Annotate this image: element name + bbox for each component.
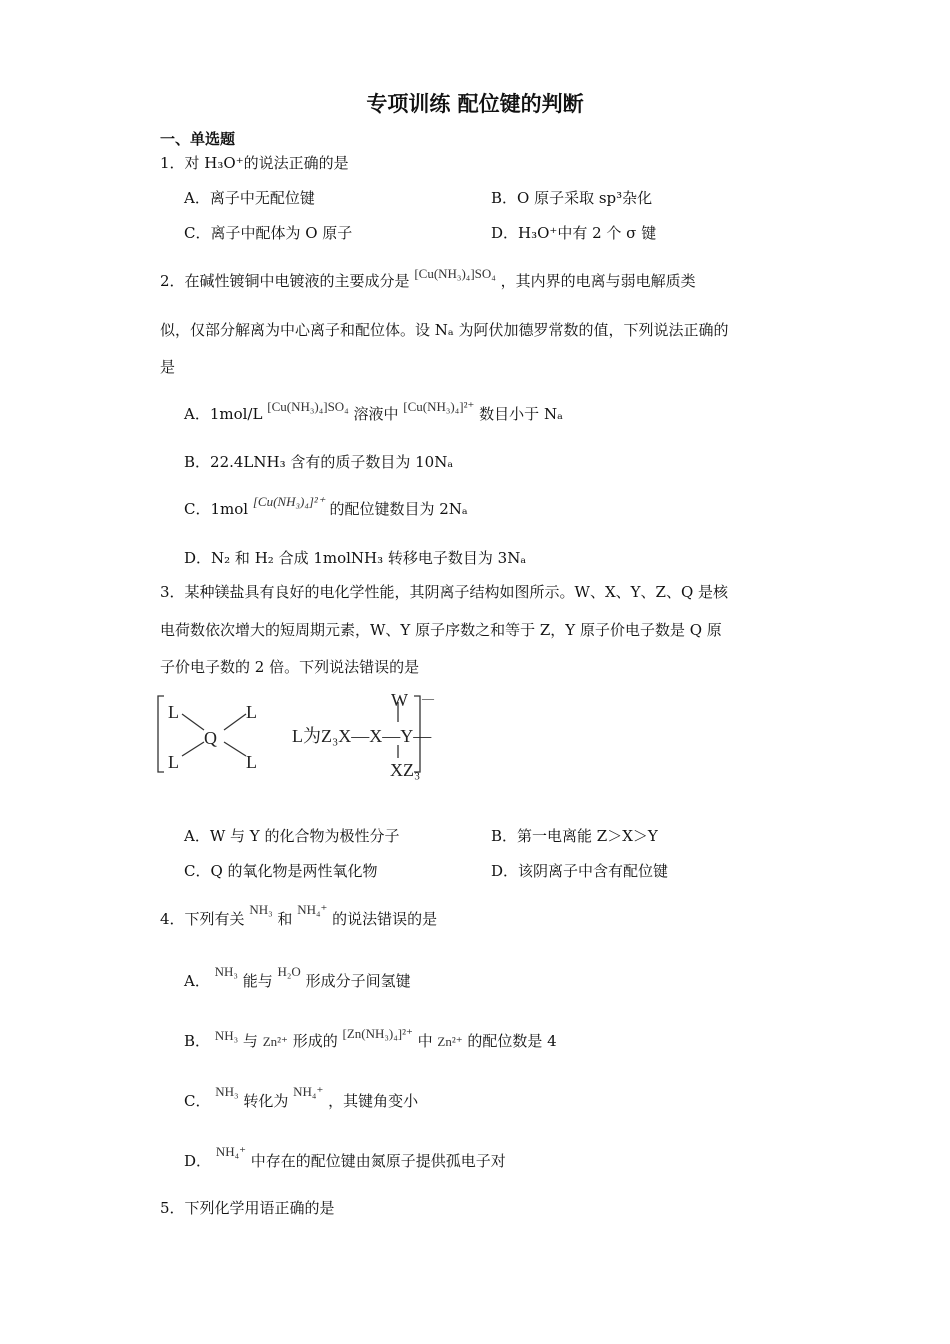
question-1-stem: 1．对 H₃O⁺的说法正确的是: [160, 154, 349, 172]
q4-c-nh3: NH₃: [215, 1084, 239, 1099]
q2-option-a[interactable]: [184, 399, 563, 425]
q2-a-formula: [Cu(NH₃)₄]SO₄: [267, 399, 349, 414]
fig-xz3: XZ₃: [390, 760, 421, 780]
q2-option-b[interactable]: B．22.4LNH₃ 含有的质子数目为 10Nₐ: [184, 453, 454, 471]
q2-option-c[interactable]: [184, 494, 468, 520]
fig-charge: —: [422, 691, 434, 705]
fig-center-q: Q: [204, 728, 217, 748]
q4-d-label: D．: [184, 1152, 212, 1170]
q2-c-ion: [Cu(NH₃)₄]²⁺: [252, 494, 325, 509]
q4-nh4: NH₄⁺: [297, 902, 328, 917]
q4-option-d[interactable]: [184, 1144, 506, 1172]
q2-c-text: C．1mol: [184, 500, 249, 518]
q3-option-a[interactable]: A．W 与 Y 的化合物为极性分子: [184, 827, 400, 845]
q4-a-label: A．: [184, 972, 210, 990]
anion-structure-figure: [152, 688, 472, 788]
q3-option-c[interactable]: C．Q 的氧化物是两性氧化物: [184, 862, 378, 880]
q2-a-ion: [Cu(NH₃)₄]²⁺: [403, 399, 475, 414]
q2-stem-part: 2．在碱性镀铜中电镀液的主要成分是: [160, 272, 410, 290]
q2-a-text: A．1mol/L: [184, 405, 263, 423]
q2-c-text: 的配位键数目为 2Nₐ: [329, 500, 468, 518]
q4-option-c[interactable]: [184, 1084, 419, 1112]
q1-option-b[interactable]: B．O 原子采取 sp³杂化: [491, 189, 653, 207]
q4-b-zn2: Zn²⁺: [437, 1034, 463, 1049]
q1-option-a[interactable]: A．离子中无配位键: [184, 189, 315, 207]
q3-option-d[interactable]: D．该阴离子中含有配位键: [491, 862, 669, 880]
q4-stem-part: 和: [277, 910, 293, 928]
fig-ligand-2: L: [246, 702, 257, 722]
q4-c-text: 转化为: [243, 1092, 289, 1110]
section-heading: 一、单选题: [160, 130, 236, 148]
q2-a-text: 数目小于 Nₐ: [479, 405, 563, 423]
q4-a-text: 能与: [242, 972, 273, 990]
q2-option-d[interactable]: D．N₂ 和 H₂ 合成 1molNH₃ 转移电子数目为 3Nₐ: [184, 549, 527, 567]
q4-b-text: 形成的: [292, 1032, 338, 1050]
q4-b-complex: [Zn(NH₃)₄]²⁺: [342, 1026, 413, 1041]
question-4-stem: [160, 902, 438, 930]
fig-ligand-label: L为Z₃X—X—Y—: [292, 726, 432, 746]
q4-a-text: 形成分子间氢键: [305, 972, 411, 990]
q4-d-text: 中存在的配位键由氮原子提供孤电子对: [250, 1152, 506, 1170]
page-title: 专项训练 配位键的判断: [366, 92, 584, 116]
q3-option-b[interactable]: B．第一电离能 Z＞X＞Y: [491, 827, 658, 845]
q4-b-text: 与: [242, 1032, 258, 1050]
question-3-line2: 电荷数依次增大的短周期元素，W、Y 原子序数之和等于 Z，Y 原子价电子数是 Q 原: [160, 621, 722, 639]
q4-c-text: ，其键角变小: [328, 1092, 419, 1110]
q2-stem-part: ，其内界的电离与弱电解质类: [500, 272, 696, 290]
q4-b-text: 中: [417, 1032, 433, 1050]
q1-option-d[interactable]: D．H₃O⁺中有 2 个 σ 键: [491, 224, 657, 242]
q4-a-h2o: H₂O: [277, 964, 301, 979]
q4-nh3: NH₃: [249, 902, 273, 917]
q4-d-nh4: NH₄⁺: [215, 1144, 246, 1159]
q4-a-nh3: NH₃: [214, 964, 238, 979]
q4-option-a[interactable]: [184, 964, 411, 992]
q2-a-text: 溶液中: [353, 405, 399, 423]
q1-option-c[interactable]: C．离子中配体为 O 原子: [184, 224, 353, 242]
fig-w: W: [391, 690, 408, 710]
q4-stem-part: 4．下列有关: [160, 910, 245, 928]
q4-stem-part: 的说法错误的是: [332, 910, 438, 928]
question-2-stem: [160, 266, 696, 292]
q2-stem-line3: 是: [160, 358, 176, 376]
q2-formula-main: [Cu(NH₃)₄]SO₄: [414, 266, 496, 281]
q4-option-b[interactable]: [184, 1026, 557, 1052]
question-5-stem: 5．下列化学用语正确的是: [160, 1199, 335, 1217]
q2-stem-line2: 似，仅部分解离为中心离子和配位体。设 Nₐ 为阿伏加德罗常数的值，下列说法正确的: [160, 321, 729, 339]
question-3-line3: 子价电子数的 2 倍。下列说法错误的是: [160, 658, 420, 676]
fig-ligand-4: L: [246, 752, 257, 772]
q4-b-text: 的配位数是 4: [467, 1032, 557, 1050]
q4-b-nh3: NH₃: [214, 1028, 239, 1043]
q4-c-label: C．: [184, 1092, 211, 1110]
fig-ligand-3: L: [168, 752, 179, 772]
q4-b-zn: Zn²⁺: [262, 1034, 288, 1049]
question-3-line1: 3．某种镁盐具有良好的电化学性能，其阴离子结构如图所示。W、X、Y、Z、Q 是核: [160, 583, 729, 601]
q4-b-label: B．: [184, 1032, 211, 1050]
fig-ligand-1: L: [168, 702, 179, 722]
q4-c-nh4: NH₄⁺: [293, 1084, 324, 1099]
